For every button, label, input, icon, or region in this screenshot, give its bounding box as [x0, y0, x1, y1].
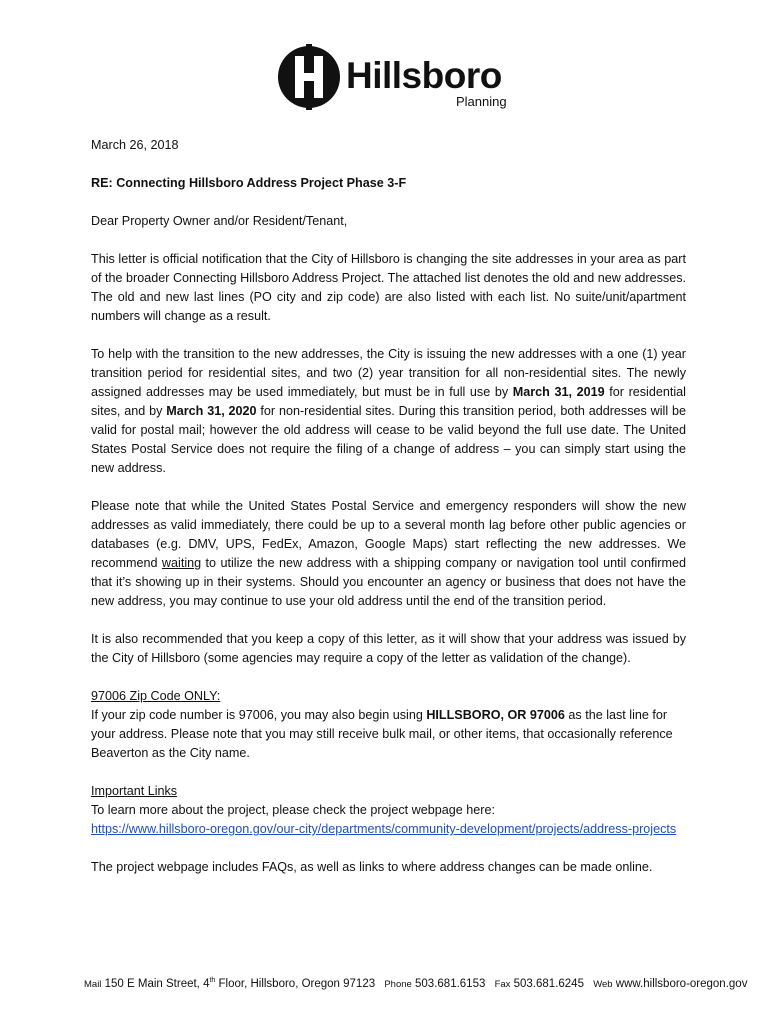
zip-section [91, 687, 686, 763]
phone-number: 503.681.6153 [415, 977, 486, 990]
links-text: To learn more about the project, please check the project webpage here: [91, 803, 495, 817]
emphasis-waiting: waiting [161, 556, 202, 570]
links-heading: Important Links [91, 784, 178, 798]
paragraph-keep-copy: It is also recommended that you keep a copy of this letter, as it will show that your address was issued by the City of Hillsboro (some agencies may require a copy of the letter as validation of the change). [91, 632, 686, 665]
paragraph-transition [91, 345, 686, 478]
mail-address [105, 978, 376, 990]
letterhead-footer [84, 977, 748, 990]
zip-heading: 97006 Zip Code ONLY: [91, 689, 221, 703]
logo-name: Hillsboro [346, 55, 502, 96]
letter-body [91, 136, 686, 896]
letter-date: March 26, 2018 [91, 138, 179, 152]
paragraph-notification: This letter is official notification that the City of Hillsboro is changing the site addresses in your area as part of the broader Connecting Hillsboro Address Project. The attached list denotes the old and new addresses. The old and new last lines (PO city and zip code) are also listed with each list. No suite/unit/apartment numbers will change as a result. [91, 252, 686, 323]
hillsboro-h-logo-icon [276, 44, 342, 110]
text-segment: for non-residential sites. During this transition period, both addresses will be valid for postal mail; however the old address will cease to be valid beyond the full use date. The United States Postal Service does not require the filing of a change of address – you can simply start using the new address. [91, 404, 686, 475]
text-segment: to utilize the new address with a shipping company or navigation tool until confirmed that it’s showing up in their systems. Should you encounter an agency or business that does not have the new address, you may continue to use your old address until the end of the transition period. [91, 556, 686, 608]
text-segment: Please note that while the United States Postal Service and emergency responders will show the new addresses as valid immediately, there could be up to a several month lag before other public agencies or databases (e.g. DMV, UPS, FedEx, Amazon, Google Maps) start reflecting the new addresses. We recommend [91, 499, 686, 570]
hillsboro-planning-logo [276, 44, 516, 114]
website: www.hillsboro-oregon.gov [615, 977, 748, 990]
text-segment: for residential sites, and by [91, 385, 686, 418]
project-webpage-link[interactable]: https://www.hillsboro-oregon.gov/our-city/departments/community-development/projects/address-projects [91, 822, 677, 836]
nonresidential-deadline: March 31, 2020 [166, 404, 257, 418]
letter-subject: RE: Connecting Hillsboro Address Project Phase 3-F [91, 176, 407, 190]
text-segment: If your zip code number is 97006, you may also begin using [91, 708, 427, 722]
logo-sub: Planning [456, 94, 507, 109]
letter-salutation: Dear Property Owner and/or Resident/Tenant, [91, 214, 348, 228]
text-segment: To help with the transition to the new addresses, the City is issuing the new addresses with a one (1) year transition period for residential sites, and two (2) year transition for all non-residential sites. The newly assigned addresses may be used immediately, but must be in full use by [91, 347, 686, 399]
fax-number: 503.681.6245 [513, 977, 584, 990]
links-section [91, 782, 686, 839]
fax-label: Fax [494, 978, 511, 990]
mail-city: Floor, Hillsboro, Oregon 97123 [215, 977, 376, 990]
paragraph-postal-service [91, 497, 686, 611]
floor-suffix: th [209, 977, 216, 984]
web-label: Web [593, 978, 613, 990]
residential-deadline: March 31, 2019 [512, 385, 605, 399]
letter-closing: The project webpage includes FAQs, as well as links to where address changes can be made online. [91, 860, 653, 874]
phone-label: Phone [384, 978, 412, 990]
mail-street: 150 E Main Street, 4 [104, 977, 210, 990]
zip-last-line: HILLSBORO, OR 97006 [426, 708, 565, 722]
mail-label: Mail [84, 978, 102, 990]
text-segment: as the last line for your address. Please note that you may still receive bulk mail, or other items, that occasionally reference Beaverton as the City name. [91, 708, 673, 760]
